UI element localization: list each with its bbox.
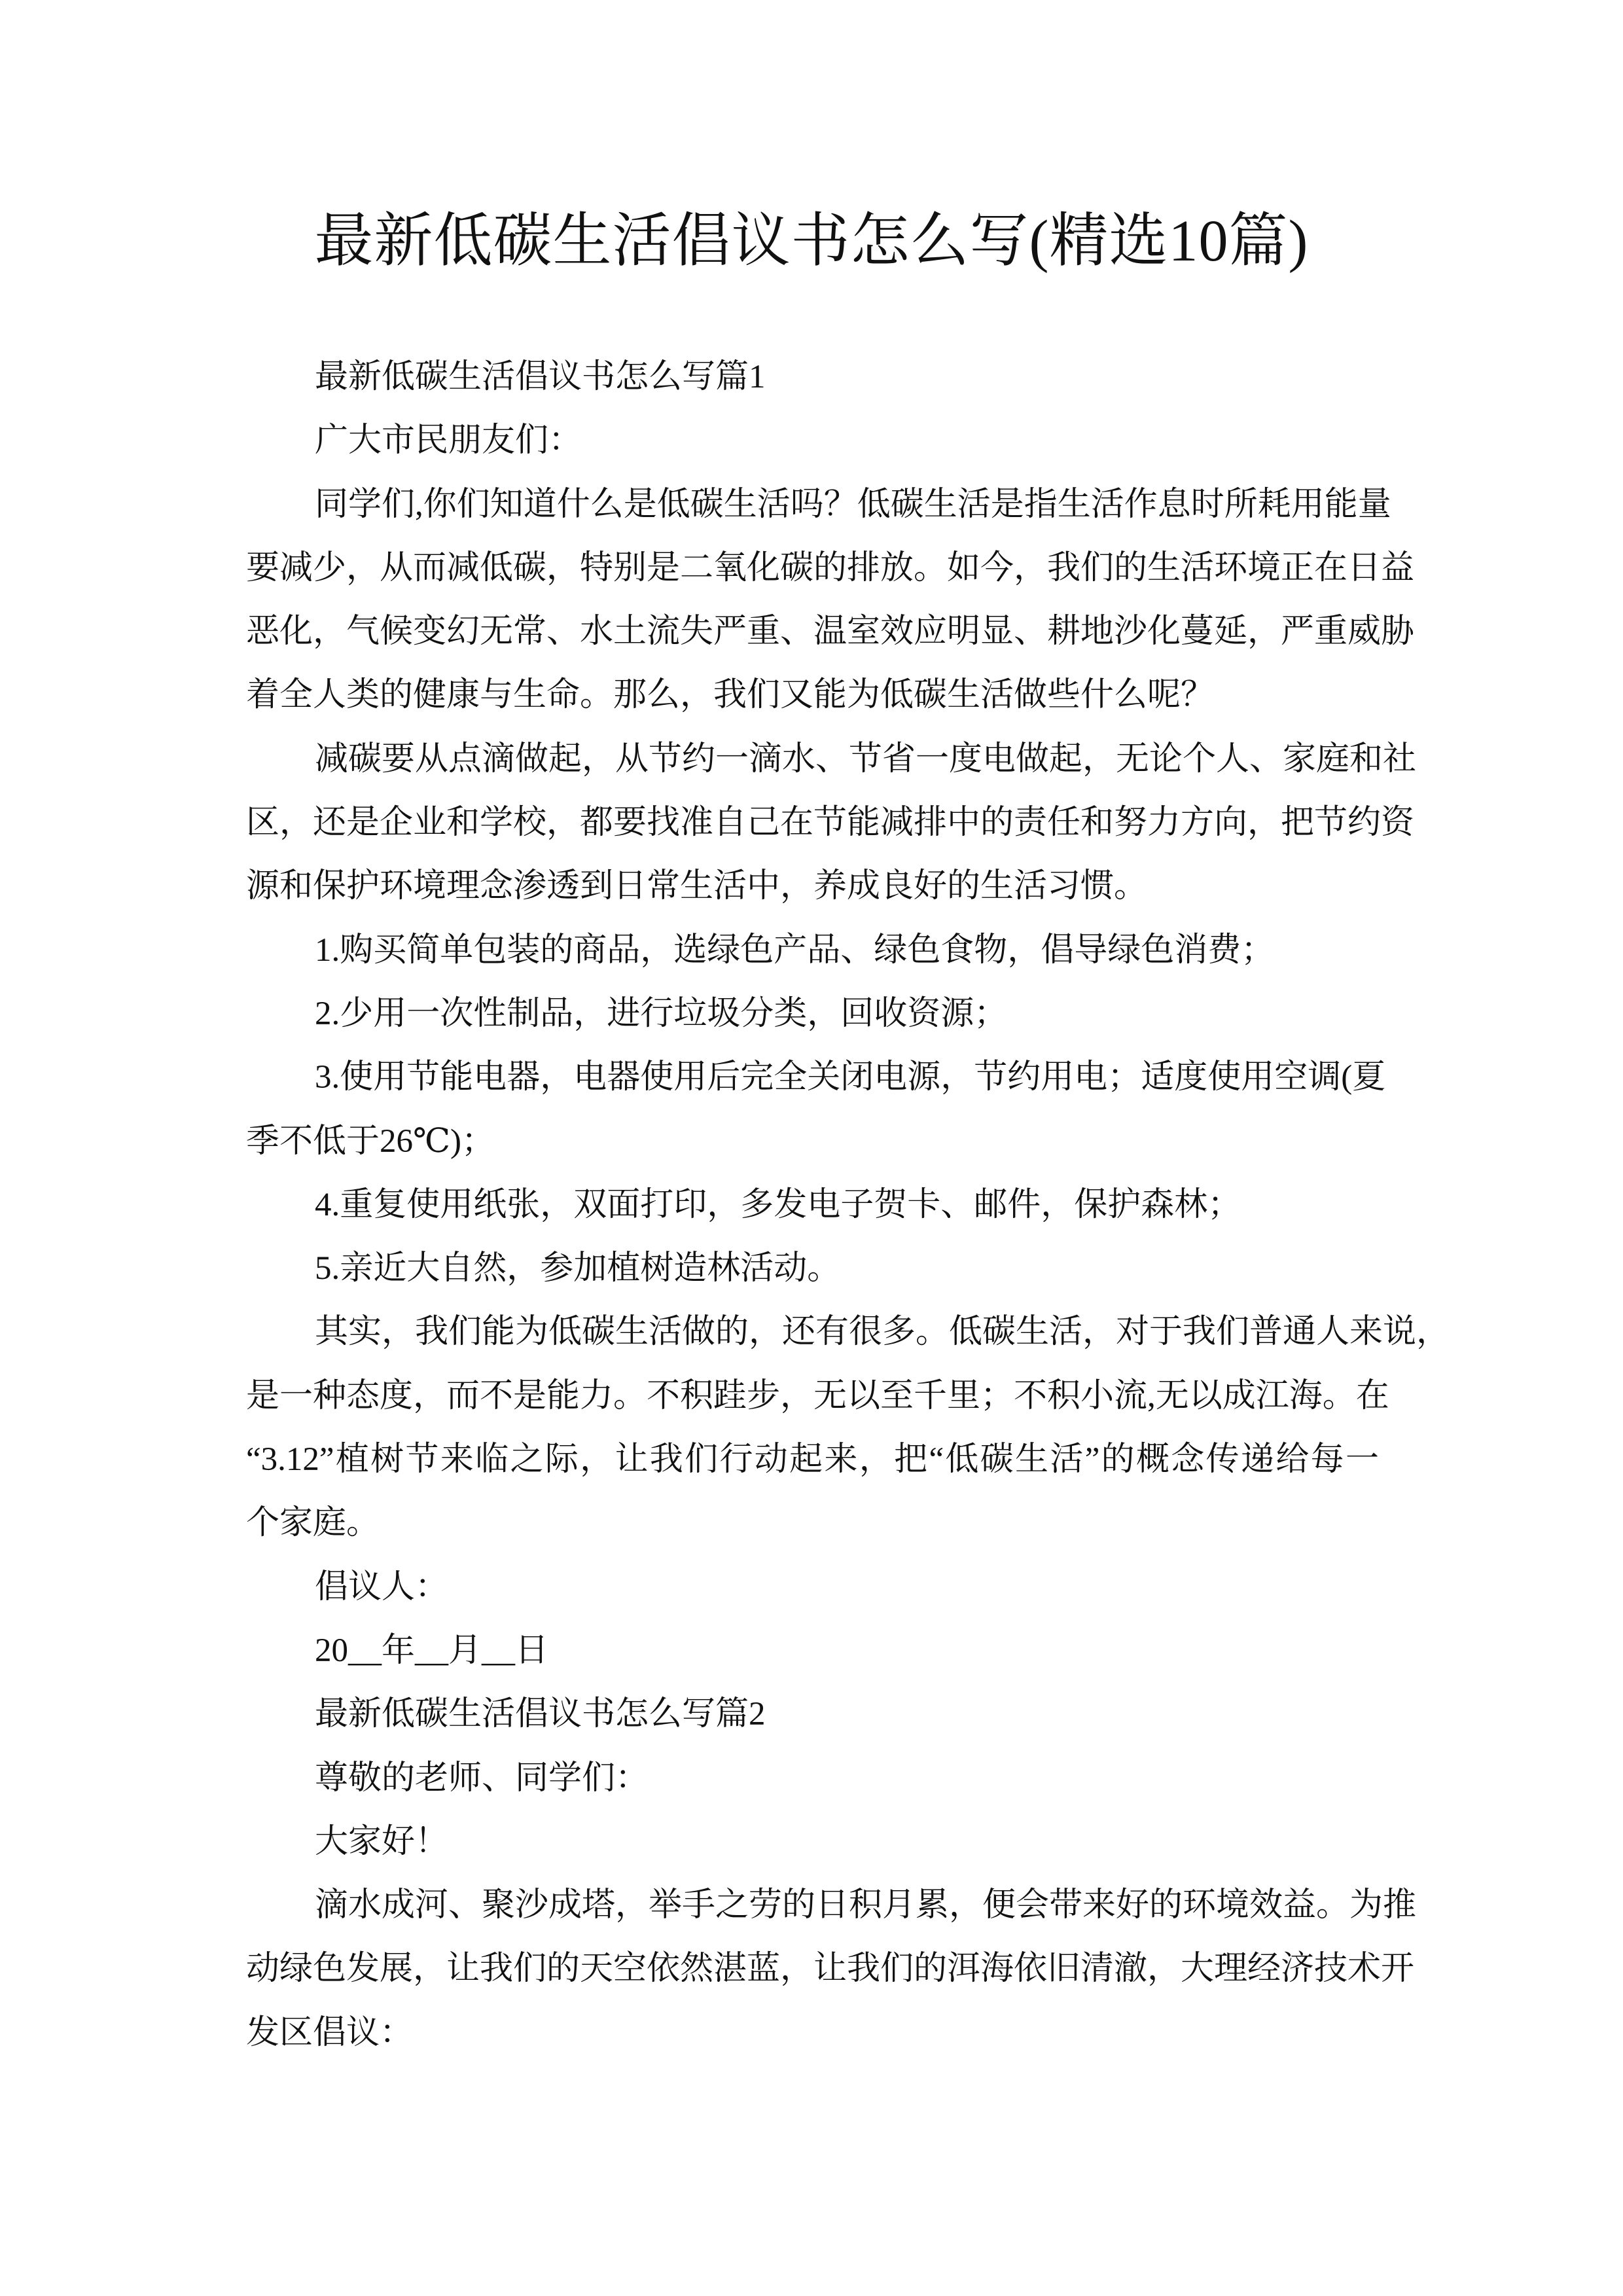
text-line: 要减少，从而减低碳，特别是二氧化碳的排放。如今，我们的生活环境正在日益 xyxy=(246,549,1415,586)
text-line: 源和保护环境理念渗透到日常生活中，养成良好的生活习惯。 xyxy=(246,868,1148,905)
text-line: 是一种态度，而不是能力。不积跬步，无以至千里；不积小流,无以成江海。在 xyxy=(246,1377,1389,1414)
text-line: 减碳要从点滴做起，从节约一滴水、节省一度电做起，无论个人、家庭和社 xyxy=(315,740,1417,778)
text-line: 其实，我们能为低碳生活做的，还有很多。低碳生活，对于我们普通人来说， xyxy=(315,1314,1450,1351)
text-line: 同学们,你们知道什么是低碳生活吗？低碳生活是指生活作息时所耗用能量 xyxy=(315,486,1391,523)
text-line: 倡议人： xyxy=(315,1568,449,1605)
paragraph xyxy=(246,1046,1386,1174)
text-line: 动绿色发展，让我们的天空依然湛蓝，让我们的洱海依旧清澈，大理经济技术开 xyxy=(246,1950,1415,1988)
text-line: 3.使用节能电器，电器使用后完全关闭电源，节约用电；适度使用空调(夏 xyxy=(315,1059,1386,1096)
text-line: 区，还是企业和学校，都要找准自己在节能减排中的责任和努力方向，把节约资 xyxy=(246,804,1415,842)
text-line: 尊敬的老师、同学们： xyxy=(315,1759,649,1797)
paragraph xyxy=(246,1747,1379,1810)
paragraph xyxy=(246,1237,1379,1300)
text-line: 4.重复使用纸张，双面打印，多发电子贺卡、邮件，保护森林； xyxy=(315,1186,1241,1223)
paragraph xyxy=(246,1556,1379,1619)
paragraph xyxy=(246,728,1417,919)
document-title: 最新低碳生活倡议书怎么写(精选10篇) xyxy=(314,209,1309,274)
text-line: 大家好！ xyxy=(315,1823,449,1860)
text-line: 最新低碳生活倡议书怎么写篇2 xyxy=(315,1696,766,1733)
paragraph xyxy=(246,1874,1417,2065)
text-line: 发区倡议： xyxy=(246,2014,414,2051)
paragraph xyxy=(246,1683,1379,1746)
paragraph xyxy=(246,409,1379,473)
text-line: 5.亲近大自然，参加植树造林活动。 xyxy=(315,1250,841,1287)
text-line: 最新低碳生活倡议书怎么写篇1 xyxy=(315,359,766,395)
paragraph xyxy=(246,473,1415,728)
text-line: 个家庭。 xyxy=(246,1505,380,1542)
text-line: 着全人类的健康与生命。那么，我们又能为低碳生活做些什么呢？ xyxy=(246,677,1215,714)
paragraph xyxy=(246,1810,1379,1874)
document-body xyxy=(246,346,1450,2065)
text-line: 20__年__月__日 xyxy=(315,1632,549,1669)
paragraph xyxy=(246,982,1379,1046)
text-line: 季不低于26℃)； xyxy=(246,1122,495,1160)
text-line: “3.12”植树节来临之际，让我们行动起来，把“低碳生活”的概念传递给每一 xyxy=(246,1441,1379,1479)
paragraph xyxy=(246,1300,1450,1555)
paragraph xyxy=(246,1174,1379,1237)
text-line: 广大市民朋友们： xyxy=(315,422,582,459)
paragraph xyxy=(246,346,1379,409)
paragraph xyxy=(246,1619,1379,1683)
text-line: 恶化，气候变幻无常、水土流失严重、温室效应明显、耕地沙化蔓延，严重威胁 xyxy=(246,613,1415,651)
text-line: 滴水成河、聚沙成塔，举手之劳的日积月累，便会带来好的环境效益。为推 xyxy=(315,1887,1417,1924)
paragraph xyxy=(246,919,1379,982)
text-line: 2.少用一次性制品，进行垃圾分类，回收资源； xyxy=(315,995,1008,1032)
text-line: 1.购买简单包装的商品，选绿色产品、绿色食物，倡导绿色消费； xyxy=(315,931,1275,969)
